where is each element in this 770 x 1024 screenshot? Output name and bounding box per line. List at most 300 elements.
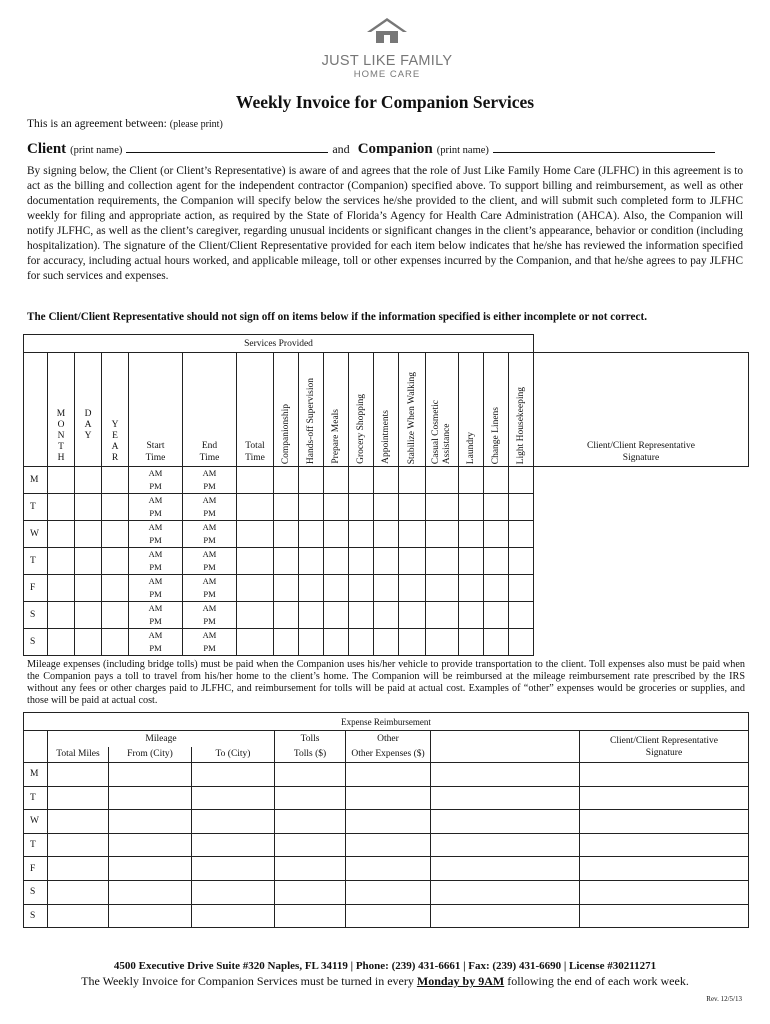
warning-text: The Client/Client Representative should not sign off on items below if the information specified is either incomplete or not correct. xyxy=(27,311,648,323)
day-label: M xyxy=(24,467,48,494)
date-cell[interactable] xyxy=(75,548,102,575)
am-label: AM xyxy=(202,549,217,559)
service-check-cell[interactable] xyxy=(399,521,426,548)
service-check-cell[interactable] xyxy=(324,575,349,602)
service-check-cell[interactable] xyxy=(324,521,349,548)
date-cell[interactable] xyxy=(75,494,102,521)
footer-address: 4500 Executive Drive Suite #320 Naples, FL 34119 | Phone: (239) 431-6661 | Fax: (239) 431-6690 | License #30211271 xyxy=(113,960,657,972)
signature-cell[interactable] xyxy=(509,494,534,521)
service-row xyxy=(24,494,749,521)
date-cell[interactable] xyxy=(75,467,102,494)
day-label: S xyxy=(24,904,48,928)
service-check-cell[interactable] xyxy=(399,602,426,629)
service-check-cell[interactable] xyxy=(484,494,509,521)
tolls-cell[interactable] xyxy=(275,904,346,928)
tolls-cell[interactable] xyxy=(275,880,346,904)
pm-label: PM xyxy=(149,643,162,653)
service-check-cell[interactable] xyxy=(426,494,459,521)
cosmetic-line2: Assistance xyxy=(442,423,452,464)
service-check-cell[interactable] xyxy=(459,467,484,494)
service-check-cell[interactable] xyxy=(274,629,299,656)
pm-label: PM xyxy=(203,535,216,545)
total-miles-cell[interactable] xyxy=(48,763,109,787)
service-check-cell[interactable] xyxy=(484,602,509,629)
reason-cell[interactable] xyxy=(431,763,580,787)
service-row xyxy=(24,629,749,656)
to-city-cell[interactable] xyxy=(192,833,275,857)
services-heading: Services Provided xyxy=(24,335,534,353)
other-group: Other xyxy=(346,731,431,747)
am-label: AM xyxy=(148,549,163,559)
am-label: AM xyxy=(148,495,163,505)
services-table xyxy=(23,334,749,656)
linens-header xyxy=(484,353,509,467)
total-time-header xyxy=(237,353,274,467)
other-expenses-cell[interactable] xyxy=(346,763,431,787)
service-check-cell[interactable] xyxy=(484,629,509,656)
service-check-cell[interactable] xyxy=(399,548,426,575)
service-check-cell[interactable] xyxy=(324,494,349,521)
service-check-cell[interactable] xyxy=(374,494,399,521)
total-time-cell[interactable] xyxy=(237,521,274,548)
service-check-cell[interactable] xyxy=(459,629,484,656)
start-label: Start xyxy=(146,441,165,451)
signature-cell[interactable] xyxy=(580,880,749,904)
service-check-cell[interactable] xyxy=(484,467,509,494)
am-label: AM xyxy=(148,576,163,586)
service-check-cell[interactable] xyxy=(274,575,299,602)
parties-line xyxy=(27,140,715,158)
day-label: T xyxy=(24,833,48,857)
date-cell[interactable] xyxy=(48,602,75,629)
footer-note xyxy=(0,974,770,989)
service-check-cell[interactable] xyxy=(299,494,324,521)
signature-cell[interactable] xyxy=(509,629,534,656)
pm-label: PM xyxy=(203,643,216,653)
service-row xyxy=(24,575,749,602)
day-label: M xyxy=(24,763,48,787)
service-check-cell[interactable] xyxy=(426,575,459,602)
am-label: AM xyxy=(202,576,217,586)
service-check-cell[interactable] xyxy=(274,467,299,494)
day-label: F xyxy=(24,857,48,881)
am-label: AM xyxy=(202,495,217,505)
total-time-cell[interactable] xyxy=(237,494,274,521)
service-check-cell[interactable] xyxy=(399,629,426,656)
companionship-header xyxy=(274,353,299,467)
date-cell[interactable] xyxy=(75,575,102,602)
to-city-header: To (City) xyxy=(192,747,275,763)
header-letter: H xyxy=(57,453,65,463)
signature-cell[interactable] xyxy=(580,786,749,810)
date-cell[interactable] xyxy=(48,521,75,548)
signature-cell[interactable] xyxy=(580,763,749,787)
to-city-cell[interactable] xyxy=(192,880,275,904)
service-check-cell[interactable] xyxy=(324,629,349,656)
service-label: Light Housekeeping xyxy=(515,386,526,464)
house-icon xyxy=(362,16,412,44)
total-time-cell[interactable] xyxy=(237,575,274,602)
reason-cell[interactable] xyxy=(431,880,580,904)
date-cell[interactable] xyxy=(102,494,129,521)
agreement-hint: (please print) xyxy=(169,119,223,130)
expense-signature-header xyxy=(580,731,749,763)
pm-label: PM xyxy=(149,616,162,626)
month-header xyxy=(48,353,75,467)
expense-group-row xyxy=(24,731,749,747)
reason-cell[interactable] xyxy=(431,904,580,928)
time-cell[interactable] xyxy=(129,494,183,521)
time-cell[interactable] xyxy=(183,602,237,629)
expense-heading: Expense Reimbursement xyxy=(24,713,749,731)
expense-row xyxy=(24,810,749,834)
date-cell[interactable] xyxy=(102,548,129,575)
to-city-cell[interactable] xyxy=(192,810,275,834)
header-letter: M xyxy=(56,409,66,419)
time-cell[interactable] xyxy=(183,467,237,494)
total-miles-cell[interactable] xyxy=(48,810,109,834)
total-miles-header: Total Miles xyxy=(48,747,109,763)
service-check-cell[interactable] xyxy=(426,629,459,656)
date-cell[interactable] xyxy=(102,629,129,656)
total-time-cell[interactable] xyxy=(237,629,274,656)
service-check-cell[interactable] xyxy=(299,575,324,602)
service-check-cell[interactable] xyxy=(374,575,399,602)
and-text: and xyxy=(332,142,350,156)
cosmetic-line1: Casual Cosmetic xyxy=(431,399,441,464)
service-check-cell[interactable] xyxy=(349,602,374,629)
reason-cell[interactable] xyxy=(431,857,580,881)
mileage-group: Mileage xyxy=(48,731,275,747)
tolls-cell[interactable] xyxy=(275,833,346,857)
signature-cell[interactable] xyxy=(580,857,749,881)
other-expenses-cell[interactable] xyxy=(346,786,431,810)
from-city-cell[interactable] xyxy=(109,786,192,810)
services-header-row xyxy=(24,353,749,467)
service-check-cell[interactable] xyxy=(484,521,509,548)
revision-date: Rev. 12/5/13 xyxy=(706,995,742,1003)
signature-line1: Client/Client Representative xyxy=(587,441,695,451)
from-city-cell[interactable] xyxy=(109,880,192,904)
tolls-amount-header: Tolls ($) xyxy=(275,747,346,763)
service-check-cell[interactable] xyxy=(459,494,484,521)
date-cell[interactable] xyxy=(48,548,75,575)
time-cell[interactable] xyxy=(129,548,183,575)
client-label: Client xyxy=(27,141,67,157)
service-check-cell[interactable] xyxy=(484,548,509,575)
signature-cell[interactable] xyxy=(580,810,749,834)
am-label: AM xyxy=(202,630,217,640)
other-expenses-cell[interactable] xyxy=(346,833,431,857)
header-letter: D xyxy=(84,409,92,419)
tolls-cell[interactable] xyxy=(275,810,346,834)
pm-label: PM xyxy=(203,589,216,599)
signature-cell[interactable] xyxy=(509,521,534,548)
am-label: AM xyxy=(148,603,163,613)
am-label: AM xyxy=(202,468,217,478)
service-check-cell[interactable] xyxy=(274,548,299,575)
pm-label: PM xyxy=(149,562,162,572)
total-miles-cell[interactable] xyxy=(48,833,109,857)
date-cell[interactable] xyxy=(102,521,129,548)
service-check-cell[interactable] xyxy=(399,575,426,602)
laundry-header xyxy=(459,353,484,467)
service-label: Change Linens xyxy=(490,406,501,464)
service-check-cell[interactable] xyxy=(426,521,459,548)
service-check-cell[interactable] xyxy=(459,521,484,548)
page-title: Weekly Invoice for Companion Services xyxy=(235,92,535,112)
from-city-cell[interactable] xyxy=(109,857,192,881)
service-check-cell[interactable] xyxy=(274,521,299,548)
service-check-cell[interactable] xyxy=(484,575,509,602)
am-label: AM xyxy=(148,468,163,478)
from-city-cell[interactable] xyxy=(109,904,192,928)
tolls-cell[interactable] xyxy=(275,857,346,881)
service-label: Appointments xyxy=(380,410,391,464)
service-check-cell[interactable] xyxy=(374,467,399,494)
date-cell[interactable] xyxy=(75,629,102,656)
service-check-cell[interactable] xyxy=(399,467,426,494)
total-time-cell[interactable] xyxy=(237,548,274,575)
service-check-cell[interactable] xyxy=(374,548,399,575)
agreement-text: This is an agreement between: xyxy=(27,118,167,130)
time-label: Time xyxy=(199,453,220,463)
service-check-cell[interactable] xyxy=(299,629,324,656)
to-city-cell[interactable] xyxy=(192,763,275,787)
day-label: F xyxy=(24,575,48,602)
expense-row xyxy=(24,857,749,881)
total-miles-cell[interactable] xyxy=(48,786,109,810)
logo xyxy=(362,16,412,44)
date-cell[interactable] xyxy=(75,602,102,629)
date-cell[interactable] xyxy=(48,494,75,521)
cosmetic-header xyxy=(426,353,459,467)
total-miles-cell[interactable] xyxy=(48,857,109,881)
service-check-cell[interactable] xyxy=(349,575,374,602)
supervision-header xyxy=(299,353,324,467)
from-city-cell[interactable] xyxy=(109,763,192,787)
expense-row xyxy=(24,786,749,810)
other-expenses-cell[interactable] xyxy=(346,880,431,904)
time-cell[interactable] xyxy=(183,521,237,548)
pm-label: PM xyxy=(149,508,162,518)
service-check-cell[interactable] xyxy=(324,548,349,575)
date-cell[interactable] xyxy=(48,575,75,602)
service-check-cell[interactable] xyxy=(459,575,484,602)
agreement-paragraph: By signing below, the Client (or Client’s Representative) is aware of and agrees that the role of Just Like Family Home Care (JLFHC) in this agreement is to act as the billing and collection agent for the independent contractor (Companion) specified above. To support billing and reimbursement, as well as other documentation requirements, the Companion will specify below the services he/she provided to the client, and will submit such completed form to JLFHC weekly for filing and appropriate action, as required by the State of Florida’s Agency for Health Care Administration (AHCA). Also, the Companion will notify JLFHC, as well as the client’s caregiver, regarding unusual incidents or significant changes in the client’s appearance, behavior or condition (including hospitalization). The signature of the Client/Client Representative provided for each item below indicates that he/she has reviewed the information specified for accuracy, including actual hours worked, and applicable mileage, toll or other expenses incurred by the Companion, and that he/she agrees to pay JLFHC for such services and expenses. xyxy=(27,165,743,282)
service-check-cell[interactable] xyxy=(299,602,324,629)
date-cell[interactable] xyxy=(48,467,75,494)
from-city-cell[interactable] xyxy=(109,810,192,834)
header-letter: N xyxy=(57,431,65,441)
year-header xyxy=(102,353,129,467)
service-check-cell[interactable] xyxy=(426,548,459,575)
signature-line2: Signature xyxy=(622,453,660,463)
companion-name-field[interactable] xyxy=(493,142,715,153)
day-label: W xyxy=(24,810,48,834)
service-check-cell[interactable] xyxy=(349,494,374,521)
signature-cell[interactable] xyxy=(509,602,534,629)
pm-label: PM xyxy=(149,481,162,491)
other-expenses-cell[interactable] xyxy=(346,810,431,834)
expense-table xyxy=(23,712,749,928)
am-label: AM xyxy=(202,522,217,532)
service-check-cell[interactable] xyxy=(426,602,459,629)
total-label: Total xyxy=(245,441,265,451)
prepare-meals-header xyxy=(324,353,349,467)
service-check-cell[interactable] xyxy=(399,494,426,521)
time-label: Time xyxy=(145,453,166,463)
expense-row xyxy=(24,880,749,904)
expense-row xyxy=(24,763,749,787)
date-cell[interactable] xyxy=(48,629,75,656)
service-check-cell[interactable] xyxy=(299,467,324,494)
start-time-header xyxy=(129,353,183,467)
date-cell[interactable] xyxy=(75,521,102,548)
housekeeping-header xyxy=(509,353,534,467)
signature-cell[interactable] xyxy=(509,467,534,494)
other-expenses-cell[interactable] xyxy=(346,904,431,928)
day-label: S xyxy=(24,602,48,629)
from-city-cell[interactable] xyxy=(109,833,192,857)
time-cell[interactable] xyxy=(183,494,237,521)
mileage-paragraph: Mileage expenses (including bridge tolls) must be paid when the Companion uses his/her vehicle to provide transportation to the client. Toll expenses also must be paid when the Companion pays a toll to travel from his/her home to the client’s home. The Companion will be reimbursed at the mileage reimbursement rate prescribed by the IRS without any fees or other charges paid to JLFHC, and reimbursement for tolls will be paid at actual cost. Examples of “other” expenses would be groceries or supplies, and those will be paid at actual cost. xyxy=(27,659,745,706)
pm-label: PM xyxy=(203,616,216,626)
client-name-field[interactable] xyxy=(126,142,328,153)
stabilize-header xyxy=(399,353,426,467)
time-cell[interactable] xyxy=(129,629,183,656)
time-cell[interactable] xyxy=(129,575,183,602)
signature-line1: Client/Client Representative xyxy=(610,735,718,746)
day-label: S xyxy=(24,880,48,904)
time-label: Time xyxy=(245,453,265,463)
reason-cell[interactable] xyxy=(431,833,580,857)
time-cell[interactable] xyxy=(183,629,237,656)
service-check-cell[interactable] xyxy=(349,629,374,656)
time-cell[interactable] xyxy=(129,467,183,494)
pm-label: PM xyxy=(149,589,162,599)
reason-cell[interactable] xyxy=(431,810,580,834)
service-check-cell[interactable] xyxy=(349,467,374,494)
header-letter: E xyxy=(112,431,118,441)
signature-cell[interactable] xyxy=(509,575,534,602)
day-label: S xyxy=(24,629,48,656)
am-label: AM xyxy=(148,522,163,532)
header-letter: A xyxy=(111,442,119,452)
service-check-cell[interactable] xyxy=(374,629,399,656)
header-letter: A xyxy=(84,420,92,430)
total-time-cell[interactable] xyxy=(237,467,274,494)
pm-label: PM xyxy=(203,562,216,572)
note-part-c: following the end of each work week. xyxy=(507,974,689,988)
day-label: W xyxy=(24,521,48,548)
service-check-cell[interactable] xyxy=(274,494,299,521)
tolls-group: Tolls xyxy=(275,731,346,747)
service-check-cell[interactable] xyxy=(374,521,399,548)
service-check-cell[interactable] xyxy=(426,467,459,494)
total-miles-cell[interactable] xyxy=(48,880,109,904)
date-cell[interactable] xyxy=(102,602,129,629)
to-city-cell[interactable] xyxy=(192,904,275,928)
other-expenses-cell[interactable] xyxy=(346,857,431,881)
service-label xyxy=(431,400,453,464)
service-check-cell[interactable] xyxy=(274,602,299,629)
header-letter: O xyxy=(57,420,65,430)
service-label: Laundry xyxy=(465,431,476,464)
service-row xyxy=(24,521,749,548)
service-check-cell[interactable] xyxy=(459,548,484,575)
logo-line2: HOME CARE xyxy=(353,69,421,80)
to-city-cell[interactable] xyxy=(192,857,275,881)
am-label: AM xyxy=(202,603,217,613)
signature-cell[interactable] xyxy=(580,833,749,857)
time-cell[interactable] xyxy=(183,575,237,602)
service-label: Stabilize When Walking xyxy=(406,371,417,464)
service-row xyxy=(24,548,749,575)
logo-line1: JUST LIKE FAMILY xyxy=(321,53,453,69)
pm-label: PM xyxy=(149,535,162,545)
total-miles-cell[interactable] xyxy=(48,904,109,928)
service-check-cell[interactable] xyxy=(299,548,324,575)
appointments-header xyxy=(374,353,399,467)
service-check-cell[interactable] xyxy=(349,521,374,548)
time-cell[interactable] xyxy=(129,521,183,548)
service-row xyxy=(24,467,749,494)
client-print-hint: (print name) xyxy=(70,145,123,156)
pm-label: PM xyxy=(203,481,216,491)
day-label: T xyxy=(24,494,48,521)
time-cell[interactable] xyxy=(129,602,183,629)
am-label: AM xyxy=(148,630,163,640)
header-letter: T xyxy=(58,442,64,452)
date-cell[interactable] xyxy=(102,467,129,494)
other-expenses-header: Other Expenses ($) xyxy=(346,747,431,763)
service-check-cell[interactable] xyxy=(324,602,349,629)
companion-print-hint: (print name) xyxy=(436,145,489,156)
tolls-cell[interactable] xyxy=(275,763,346,787)
reason-cell[interactable] xyxy=(431,786,580,810)
service-check-cell[interactable] xyxy=(324,467,349,494)
header-letter: Y xyxy=(111,420,119,430)
end-label: End xyxy=(201,441,218,451)
service-check-cell[interactable] xyxy=(374,602,399,629)
day-label: T xyxy=(24,548,48,575)
to-city-cell[interactable] xyxy=(192,786,275,810)
note-deadline: Monday by 9AM xyxy=(416,974,505,988)
header-letter: Y xyxy=(84,431,92,441)
note-part-a: The Weekly Invoice for Companion Services must be turned in every xyxy=(81,974,414,988)
service-check-cell[interactable] xyxy=(459,602,484,629)
service-label: Grocery Shopping xyxy=(355,394,366,464)
service-label: Hands-off Supervision xyxy=(305,377,316,464)
companion-label: Companion xyxy=(357,141,433,157)
signature-header xyxy=(534,353,749,467)
signature-cell[interactable] xyxy=(509,548,534,575)
service-check-cell[interactable] xyxy=(349,548,374,575)
agreement-line xyxy=(27,118,223,130)
signature-cell[interactable] xyxy=(580,904,749,928)
service-row xyxy=(24,602,749,629)
expense-row xyxy=(24,904,749,928)
date-cell[interactable] xyxy=(102,575,129,602)
service-check-cell[interactable] xyxy=(299,521,324,548)
day-header xyxy=(75,353,102,467)
tolls-cell[interactable] xyxy=(275,786,346,810)
time-cell[interactable] xyxy=(183,548,237,575)
header-letter: R xyxy=(111,453,119,463)
grocery-header xyxy=(349,353,374,467)
total-time-cell[interactable] xyxy=(237,602,274,629)
